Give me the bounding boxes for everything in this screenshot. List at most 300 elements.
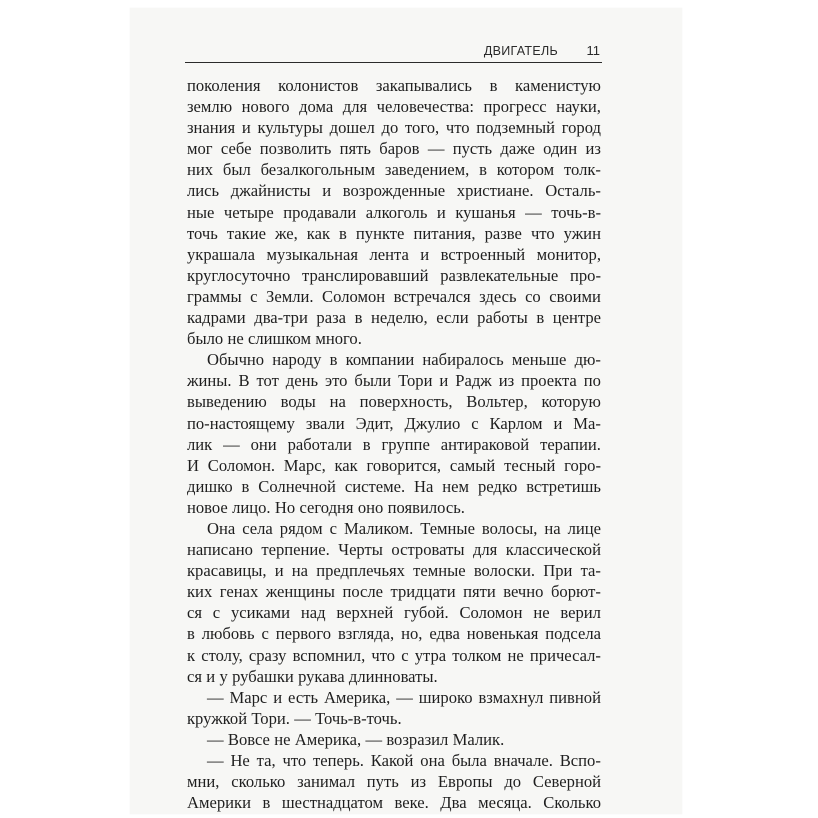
word: пять <box>339 139 371 159</box>
word: разве <box>484 223 522 243</box>
text-line <box>187 307 601 328</box>
word: дю- <box>574 350 601 370</box>
word: взгляда, <box>337 624 395 644</box>
word: по <box>583 371 601 391</box>
word: мни, <box>187 772 220 792</box>
word: как <box>306 223 331 243</box>
word: кружкой <box>187 708 248 728</box>
word: Америки <box>187 793 251 813</box>
word: в <box>354 308 363 328</box>
word: и <box>322 181 332 201</box>
word: рубашки <box>232 666 294 686</box>
word: Какой <box>370 751 414 770</box>
word: Темные <box>420 518 475 538</box>
word: предплечьях <box>316 561 405 581</box>
word: лись <box>187 181 220 201</box>
word: лицо. <box>232 497 271 517</box>
word: были <box>354 371 392 391</box>
word: такие <box>226 223 266 243</box>
word: Эдит, <box>355 413 394 433</box>
text-line <box>187 645 601 666</box>
word: для <box>342 97 368 117</box>
word: широко <box>418 687 473 707</box>
word: тридцати <box>390 582 456 602</box>
text-line <box>187 413 601 434</box>
word: теперь. <box>313 751 364 770</box>
word: группе <box>381 434 430 454</box>
word: с <box>250 286 258 306</box>
word: мог <box>187 139 213 159</box>
word: месяца. <box>478 793 532 813</box>
word: алкоголь <box>365 202 428 222</box>
text-line <box>187 75 601 96</box>
word: много. <box>315 329 362 349</box>
text-line <box>187 328 601 349</box>
text-line <box>187 623 601 644</box>
word: та, <box>256 751 276 770</box>
word: Америка, <box>294 729 362 749</box>
word: и <box>273 687 283 707</box>
word: питания, <box>413 223 476 243</box>
word: Обычно <box>207 350 265 370</box>
word: со <box>525 286 541 306</box>
word: тесный <box>504 455 556 475</box>
word: с <box>212 603 221 623</box>
word: с <box>329 518 337 538</box>
word: не <box>507 645 524 665</box>
text-line <box>187 202 601 223</box>
word: монитор, <box>536 244 601 264</box>
word: написано <box>187 540 253 560</box>
word: того, <box>405 118 440 138</box>
word: Тори. <box>251 708 290 728</box>
word: Вовсе <box>227 729 270 749</box>
word: из <box>410 772 427 792</box>
word: — <box>427 139 445 159</box>
word: человечества: <box>376 97 474 117</box>
word: — <box>207 687 224 707</box>
word: — <box>207 751 224 770</box>
word: вечно <box>503 582 544 602</box>
word: позволить <box>259 139 332 159</box>
text-line <box>187 497 601 518</box>
text-line <box>187 265 601 286</box>
word: Соломон <box>322 286 386 306</box>
word: один <box>543 139 578 159</box>
text-line <box>187 687 601 708</box>
word: Малик. <box>452 729 505 749</box>
word: Джулио <box>404 413 461 433</box>
word: села <box>242 518 273 538</box>
word: пункте <box>355 223 405 243</box>
word: дома <box>299 97 334 117</box>
word: они <box>250 434 277 454</box>
word: В <box>238 371 250 391</box>
word: прогресс <box>483 97 547 117</box>
word: терпение. <box>261 540 330 560</box>
word: про- <box>570 265 601 285</box>
text-line <box>187 434 601 455</box>
word: — <box>223 434 240 454</box>
word: у <box>219 666 228 686</box>
word: Черты <box>338 540 383 560</box>
word: баров <box>379 139 420 159</box>
text-line <box>187 771 601 792</box>
text-line <box>187 729 601 750</box>
word: землю <box>187 97 233 117</box>
word: жины. <box>187 371 232 391</box>
word: любовь <box>201 624 255 644</box>
word: народу <box>272 350 322 370</box>
word: верил <box>560 603 601 623</box>
word: своими <box>549 286 601 306</box>
word: причесал- <box>529 645 601 665</box>
word: знания <box>187 118 236 138</box>
word: Земли. <box>266 286 314 306</box>
text-line <box>187 476 601 497</box>
word: — <box>294 708 311 728</box>
word: длинноваты. <box>348 666 438 686</box>
word: что <box>282 751 307 770</box>
word: до <box>504 772 522 792</box>
text-line <box>187 244 601 265</box>
word: колонистов <box>278 76 359 95</box>
word: точь <box>187 223 218 243</box>
word: волосы, <box>481 518 538 538</box>
word: набиралось <box>422 350 504 370</box>
text-line <box>187 391 601 412</box>
word: ких <box>187 582 213 602</box>
word: даже <box>500 139 535 159</box>
word: выведению <box>187 392 267 412</box>
word: рядом <box>279 518 323 538</box>
word: губой. <box>404 603 449 623</box>
word: до <box>381 118 399 138</box>
word: день <box>285 371 319 391</box>
text-line <box>187 180 601 201</box>
word: терапии. <box>540 434 601 454</box>
word: Марс <box>229 687 268 707</box>
word: дишко <box>187 476 233 496</box>
word: усиками <box>230 603 291 623</box>
word: толком <box>452 645 502 665</box>
word: было <box>187 329 224 349</box>
text-line <box>187 602 601 623</box>
word: оно <box>357 497 384 517</box>
running-header <box>185 40 602 63</box>
text-line <box>187 159 601 180</box>
word: не <box>274 729 291 749</box>
word: Но <box>274 497 296 517</box>
word: системе. <box>344 476 406 496</box>
word: меньше <box>511 350 567 370</box>
word: возразил <box>386 729 449 749</box>
word: Сколько <box>543 793 601 813</box>
word: четыре <box>223 202 274 222</box>
word: в <box>262 793 271 813</box>
word: ся <box>187 603 202 623</box>
word: как <box>334 455 358 475</box>
word: ужин <box>563 223 601 243</box>
word: заведением, <box>384 160 470 180</box>
word: появилось. <box>387 497 465 517</box>
word: граммы <box>187 286 242 306</box>
word: город <box>561 118 601 138</box>
word: ные <box>187 202 215 222</box>
word: круглосуточно <box>187 265 291 285</box>
text-line <box>187 286 601 307</box>
word: верхней <box>336 603 394 623</box>
word: новенькая <box>466 624 539 644</box>
word: и <box>436 202 446 222</box>
text-line <box>187 581 601 602</box>
word: не <box>533 603 550 623</box>
word: был <box>222 160 251 180</box>
word: звали <box>305 413 345 433</box>
word: работы <box>477 308 528 328</box>
word: на <box>329 392 346 412</box>
word: поверхность, <box>359 392 453 412</box>
word: есть <box>288 687 319 707</box>
word: музыкальная <box>266 244 358 264</box>
word: и <box>553 413 563 433</box>
word: — <box>365 729 383 749</box>
word: и <box>439 371 449 391</box>
word: нового <box>241 97 290 117</box>
word: — <box>525 202 542 222</box>
word: транслировавший <box>301 265 429 285</box>
word: Северной <box>532 772 601 792</box>
word: встречался <box>393 286 471 306</box>
word: на <box>291 561 309 581</box>
word: каменистую <box>515 76 601 95</box>
word: но, <box>401 624 423 644</box>
text-line <box>187 792 601 813</box>
word: в <box>479 160 487 180</box>
word: лице <box>567 518 601 538</box>
word: точь-в- <box>551 202 601 222</box>
word: пусть <box>452 139 493 159</box>
text-line <box>187 560 601 581</box>
word: два-три <box>254 308 308 328</box>
word: самый <box>449 455 496 475</box>
word: На <box>414 476 434 496</box>
word: в <box>329 350 338 370</box>
word: них <box>187 160 214 180</box>
word: и <box>420 244 430 264</box>
word: нем <box>442 476 470 496</box>
chapter-title: ДВИГАТЕЛЬ <box>483 44 558 58</box>
word: она <box>420 751 445 770</box>
word: поколения <box>187 76 261 95</box>
word: женщины <box>265 582 335 602</box>
word: что <box>371 645 396 665</box>
word: редко <box>477 476 518 496</box>
page-number: 11 <box>586 43 600 58</box>
word: встроенный <box>440 244 526 264</box>
word: Соломон <box>459 603 523 623</box>
word: — <box>207 729 224 749</box>
word: дошел <box>329 118 375 138</box>
word: темные <box>413 561 466 581</box>
word: генах <box>219 582 259 602</box>
word: И <box>187 455 199 475</box>
word: вначале. <box>493 751 553 770</box>
word: компании <box>345 350 415 370</box>
word: с <box>401 645 409 665</box>
word: та- <box>580 561 601 581</box>
word: к <box>187 645 196 665</box>
word: Европы <box>437 772 493 792</box>
text-line <box>187 455 601 476</box>
word: Ма- <box>573 413 601 433</box>
text-line <box>187 223 601 244</box>
word: центре <box>552 308 601 328</box>
word: вспомнил, <box>292 645 366 665</box>
word: путь <box>366 772 399 792</box>
word: из <box>585 139 601 159</box>
word: встретишь <box>526 476 601 496</box>
word: пяти <box>463 582 496 602</box>
word: антираковой <box>440 434 530 454</box>
word: веке. <box>394 793 429 813</box>
word: проекта <box>521 371 577 391</box>
word: себе <box>220 139 252 159</box>
text-line <box>187 96 601 117</box>
word: лента <box>369 244 409 264</box>
word: воды <box>280 392 316 412</box>
word: Марс, <box>283 455 326 475</box>
text-line <box>187 349 601 370</box>
word: это <box>325 371 348 391</box>
word: Солнечной <box>258 476 336 496</box>
word: и <box>206 666 216 686</box>
text-line <box>187 370 601 391</box>
text-line <box>187 666 601 687</box>
word: первого <box>275 624 332 644</box>
word: здесь <box>479 286 517 306</box>
word: Маликом. <box>343 518 414 538</box>
word: науки, <box>556 97 601 117</box>
word: сразу <box>248 645 287 665</box>
word: столу, <box>201 645 243 665</box>
word: украшала <box>187 244 255 264</box>
word: горо- <box>564 455 601 475</box>
word: Карлом <box>489 413 543 433</box>
word: утра <box>414 645 447 665</box>
word: и <box>274 561 284 581</box>
word: и <box>241 118 251 138</box>
word: в <box>362 434 371 454</box>
word: после <box>342 582 384 602</box>
word: над <box>300 603 326 623</box>
word: культуры <box>257 118 323 138</box>
word: кадрами <box>187 308 246 328</box>
word: рукава <box>298 666 345 686</box>
body-text <box>187 75 601 813</box>
word: Точь-в-точь. <box>315 708 402 728</box>
word: раза <box>316 308 347 328</box>
text-line <box>187 117 601 138</box>
word: кушанья <box>455 202 516 222</box>
word: занимал <box>297 772 355 792</box>
word: что <box>530 223 555 243</box>
word: джайнисты <box>230 181 311 201</box>
word: была <box>451 751 487 770</box>
word: в <box>187 624 195 644</box>
word: слишком <box>248 329 312 349</box>
word: в <box>241 476 250 496</box>
word: в <box>536 308 545 328</box>
word: христиане. <box>456 181 534 201</box>
word: ся <box>187 666 202 686</box>
word: Соломон. <box>207 455 275 475</box>
word: сколько <box>231 772 286 792</box>
word: работали <box>287 434 352 454</box>
word: сегодня <box>299 497 354 517</box>
word: подсела <box>545 624 601 644</box>
word: — <box>396 687 413 707</box>
word: Она <box>207 518 236 538</box>
word: Тори <box>398 371 433 391</box>
word: островаты <box>391 540 465 560</box>
word: Осталь- <box>545 181 601 201</box>
text-line <box>187 539 601 560</box>
word: безалкогольным <box>260 160 376 180</box>
word: шестнадцатом <box>281 793 384 813</box>
word: не <box>227 329 244 349</box>
word: с <box>261 624 269 644</box>
word: Радж <box>455 371 492 391</box>
word: классической <box>505 540 601 560</box>
word: тот <box>256 371 279 391</box>
word: на <box>544 518 561 538</box>
word: новое <box>187 497 228 517</box>
word: неделю, <box>371 308 428 328</box>
word: в <box>339 223 347 243</box>
word: продавали <box>283 202 357 222</box>
word: что <box>445 118 470 138</box>
word: При <box>543 561 573 581</box>
word: же, <box>275 223 298 243</box>
word: в <box>489 76 498 95</box>
word: из <box>498 371 515 391</box>
word: закапывались <box>375 76 473 95</box>
text-line <box>187 750 601 771</box>
word: Вольтер, <box>466 392 528 412</box>
word: Не <box>230 751 250 770</box>
text-line <box>187 138 601 159</box>
word: борют- <box>550 582 601 602</box>
word: если <box>436 308 469 328</box>
word: развлекательные <box>440 265 559 285</box>
word: волоски. <box>473 561 536 581</box>
word: Два <box>440 793 467 813</box>
text-line <box>187 708 601 729</box>
word: по-настоящему <box>187 413 295 433</box>
word: для <box>472 540 498 560</box>
word: красавицы, <box>187 561 267 581</box>
word: взмахнул <box>478 687 544 707</box>
text-line <box>187 518 601 539</box>
word: которую <box>541 392 601 412</box>
word: котором <box>496 160 555 180</box>
word: Вспо- <box>559 751 601 770</box>
word: подземный <box>476 118 555 138</box>
word: едва <box>429 624 460 644</box>
word: возрожденные <box>342 181 446 201</box>
word: толк- <box>563 160 601 180</box>
